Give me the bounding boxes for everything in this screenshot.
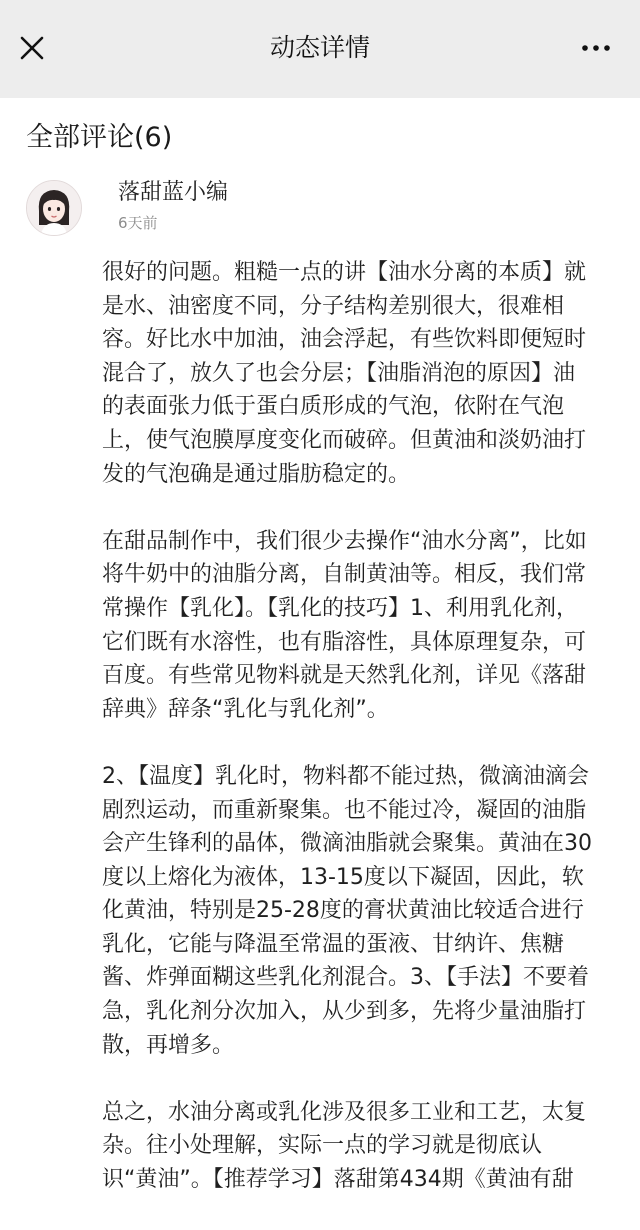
comment-paragraph: 很好的问题。粗糙一点的讲【油水分离的本质】就是水、油密度不同，分子结构差别很大，很难相容。好比水中加油，油会浮起，有些饮料即便短时混合了，放久了也会分层；【油脂消泡的原因】油的表面张力低于蛋白质形成的气泡，依附在气泡上，使气泡膜厚度变化而破碎。但黄油和淡奶油打发的气泡确是通过脂肪稳定的。 bbox=[102, 260, 587, 487]
avatar[interactable] bbox=[26, 180, 82, 236]
avatar-girl-icon bbox=[27, 181, 81, 235]
comment-paragraph: 总之，水油分离或乳化涉及很多工业和工艺，太复杂。往小处理解，实际一点的学习就是彻底认识“黄油”。【推荐学习】落甜第434期《黄油有甜 bbox=[102, 1099, 587, 1193]
more-dots-icon[interactable] bbox=[578, 30, 614, 66]
top-navbar bbox=[0, 0, 640, 98]
comments-count-header: 全部评论(6) bbox=[26, 122, 173, 153]
comment-paragraph: 2、【温度】乳化时，物料都不能过热，微滴油滴会剧烈运动，而重新聚集。也不能过冷，凝固的油脂会产生锋利的晶体，微滴油脂就会聚集。黄油在30度以上熔化为液体，13-15度以下凝固，因此，软化黄油，特别是25-28度的膏状黄油比较适合进行乳化，它能与降温至常温的蛋液、甘纳许、焦糖酱、炸弹面糊这些乳化剂混合。3、【手法】不要着急，乳化剂分次加入，从少到多，先将少量油脂打散，再增多。 bbox=[102, 763, 592, 1058]
page-title: 动态详情 bbox=[269, 33, 370, 62]
comment-body bbox=[102, 256, 596, 1230]
comment-time: 6天前 bbox=[118, 214, 158, 232]
comment-author[interactable]: 落甜蓝小编 bbox=[118, 180, 229, 205]
comment-paragraph: 在甜品制作中，我们很少去操作“油水分离”，比如将牛奶中的油脂分离，自制黄油等。相反，我们常常操作【乳化】。【乳化的技巧】1、利用乳化剂，它们既有水溶性，也有脂溶性，具体原理复杂，可百度。有些常见物料就是天然乳化剂，详见《落甜辞典》辞条“乳化与乳化剂”。 bbox=[102, 528, 587, 722]
